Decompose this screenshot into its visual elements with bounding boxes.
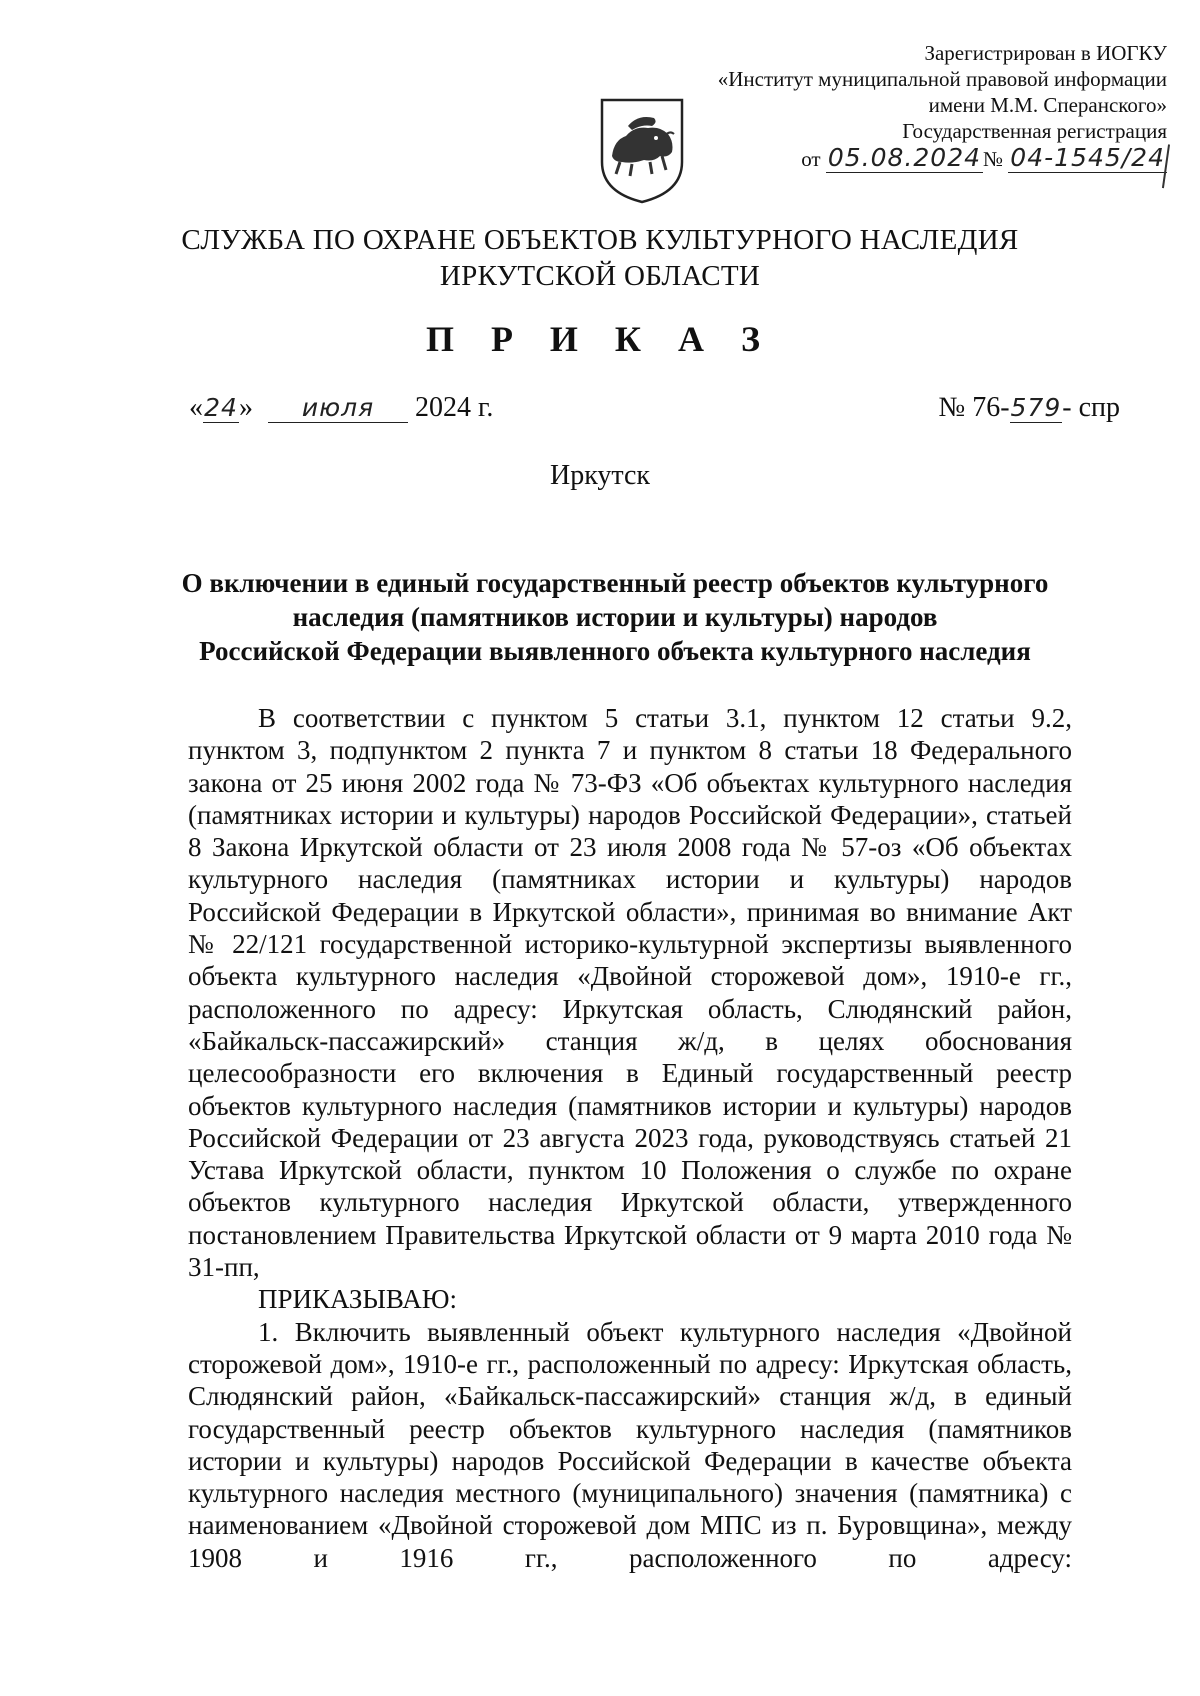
order-date [189,392,493,424]
subject-line-1: О включении в единый государственный реестр объектов культурного [181,568,1049,598]
city: Иркутск [549,460,651,491]
registration-from-label: от [801,147,821,171]
subject-line-3: Российской Федерации выявленного объекта культурного наследия [199,636,1031,666]
registration-number-label: № [983,147,1004,171]
agency-name-line-1: СЛУЖБА ПО ОХРАНЕ ОБЪЕКТОВ КУЛЬТУРНОГО НАСЛЕДИЯ [181,224,1019,256]
registration-number: 04-1545/24 [1010,143,1165,172]
date-year: 2024 г. [415,392,494,423]
order-number-handwritten: 579 [1010,393,1062,422]
order-number-suffix: - спр [1062,392,1120,423]
date-open-quote: « [189,392,203,423]
date-day: 24 [204,393,238,422]
order-number [938,392,1120,424]
registration-stamp [647,40,1167,188]
registration-line-3: имени М.М. Сперанского» [928,93,1167,117]
order-subject [150,566,1080,668]
registration-line-1: Зарегистрирован в ИОГКУ [924,41,1167,65]
order-body [188,702,1072,1574]
agency-name [0,222,1200,294]
date-month: июля [268,394,408,423]
agency-name-line-2: ИРКУТСКОЙ ОБЛАСТИ [439,260,761,292]
registration-date: 05.08.2024 [827,143,981,172]
subject-line-2: наследия (памятников истории и культуры) народов [292,602,938,632]
order-number-prefix: № 76- [938,392,1010,423]
order-item-1: 1. Включить выявленный объект культурного наследия «Двойной сторожевой дом», 1910-е гг., расположенный по адресу: Иркутская область, Слюдянский район, «Байкальск-пассажирский» станция ж/д, в единый государственный реестр объектов культурного наследия (памятников истории и культуры) народов Российской Федерации в качестве объекта культурного наследия местного (муниципального) значения (памятника) с наименованием «Двойной сторожевой дом МПС из п. Буровщина», между 1908 и 1916 гг., расположенного по адресу: [188,1316,1072,1573]
document-title: П Р И К А З [425,319,775,359]
coat-of-arms-icon [598,96,686,206]
date-close-quote: » [239,392,253,423]
registration-line-4: Государственная регистрация [902,119,1167,143]
registration-line-5 [647,144,1167,188]
order-directive: ПРИКАЗЫВАЮ: [258,1284,457,1315]
preamble-paragraph: В соответствии с пунктом 5 статьи 3.1, пунктом 12 статьи 9.2, пунктом 3, подпунктом 2 пункта 7 и пунктом 8 статьи 18 Федерального закона от 25 июня 2002 года № 73-ФЗ «Об объектах культурного наследия (памятниках истории и культуры) народов Российской Федерации», статьей 8 Закона Иркутской области от 23 июля 2008 года № 57-оз «Об объектах культурного наследия (памятниках истории и культуры) народов Российской Федерации в Иркутской области», принимая во внимание Акт № 22/121 государственной историко-культурной экспертизы выявленного объекта культурного наследия «Двойной сторожевой дом», 1910-е гг., расположенного по адресу: Иркутская область, Слюдянский район, «Байкальск-пассажирский» станция ж/д, в целях обоснования целесообразности его включения в Единый государственный реестр объектов культурного наследия (памятников истории и культуры) народов Российской Федерации от 23 августа 2023 года, руководствуясь статьей 21 Устава Иркутской области, пунктом 10 Положения о службе по охране объектов культурного наследия Иркутской области, утвержденного постановлением Правительства Иркутской области от 9 марта 2010 года № 31-пп, [188,703,1072,1283]
registration-line-2: «Институт муниципальной правовой информации [717,67,1167,91]
